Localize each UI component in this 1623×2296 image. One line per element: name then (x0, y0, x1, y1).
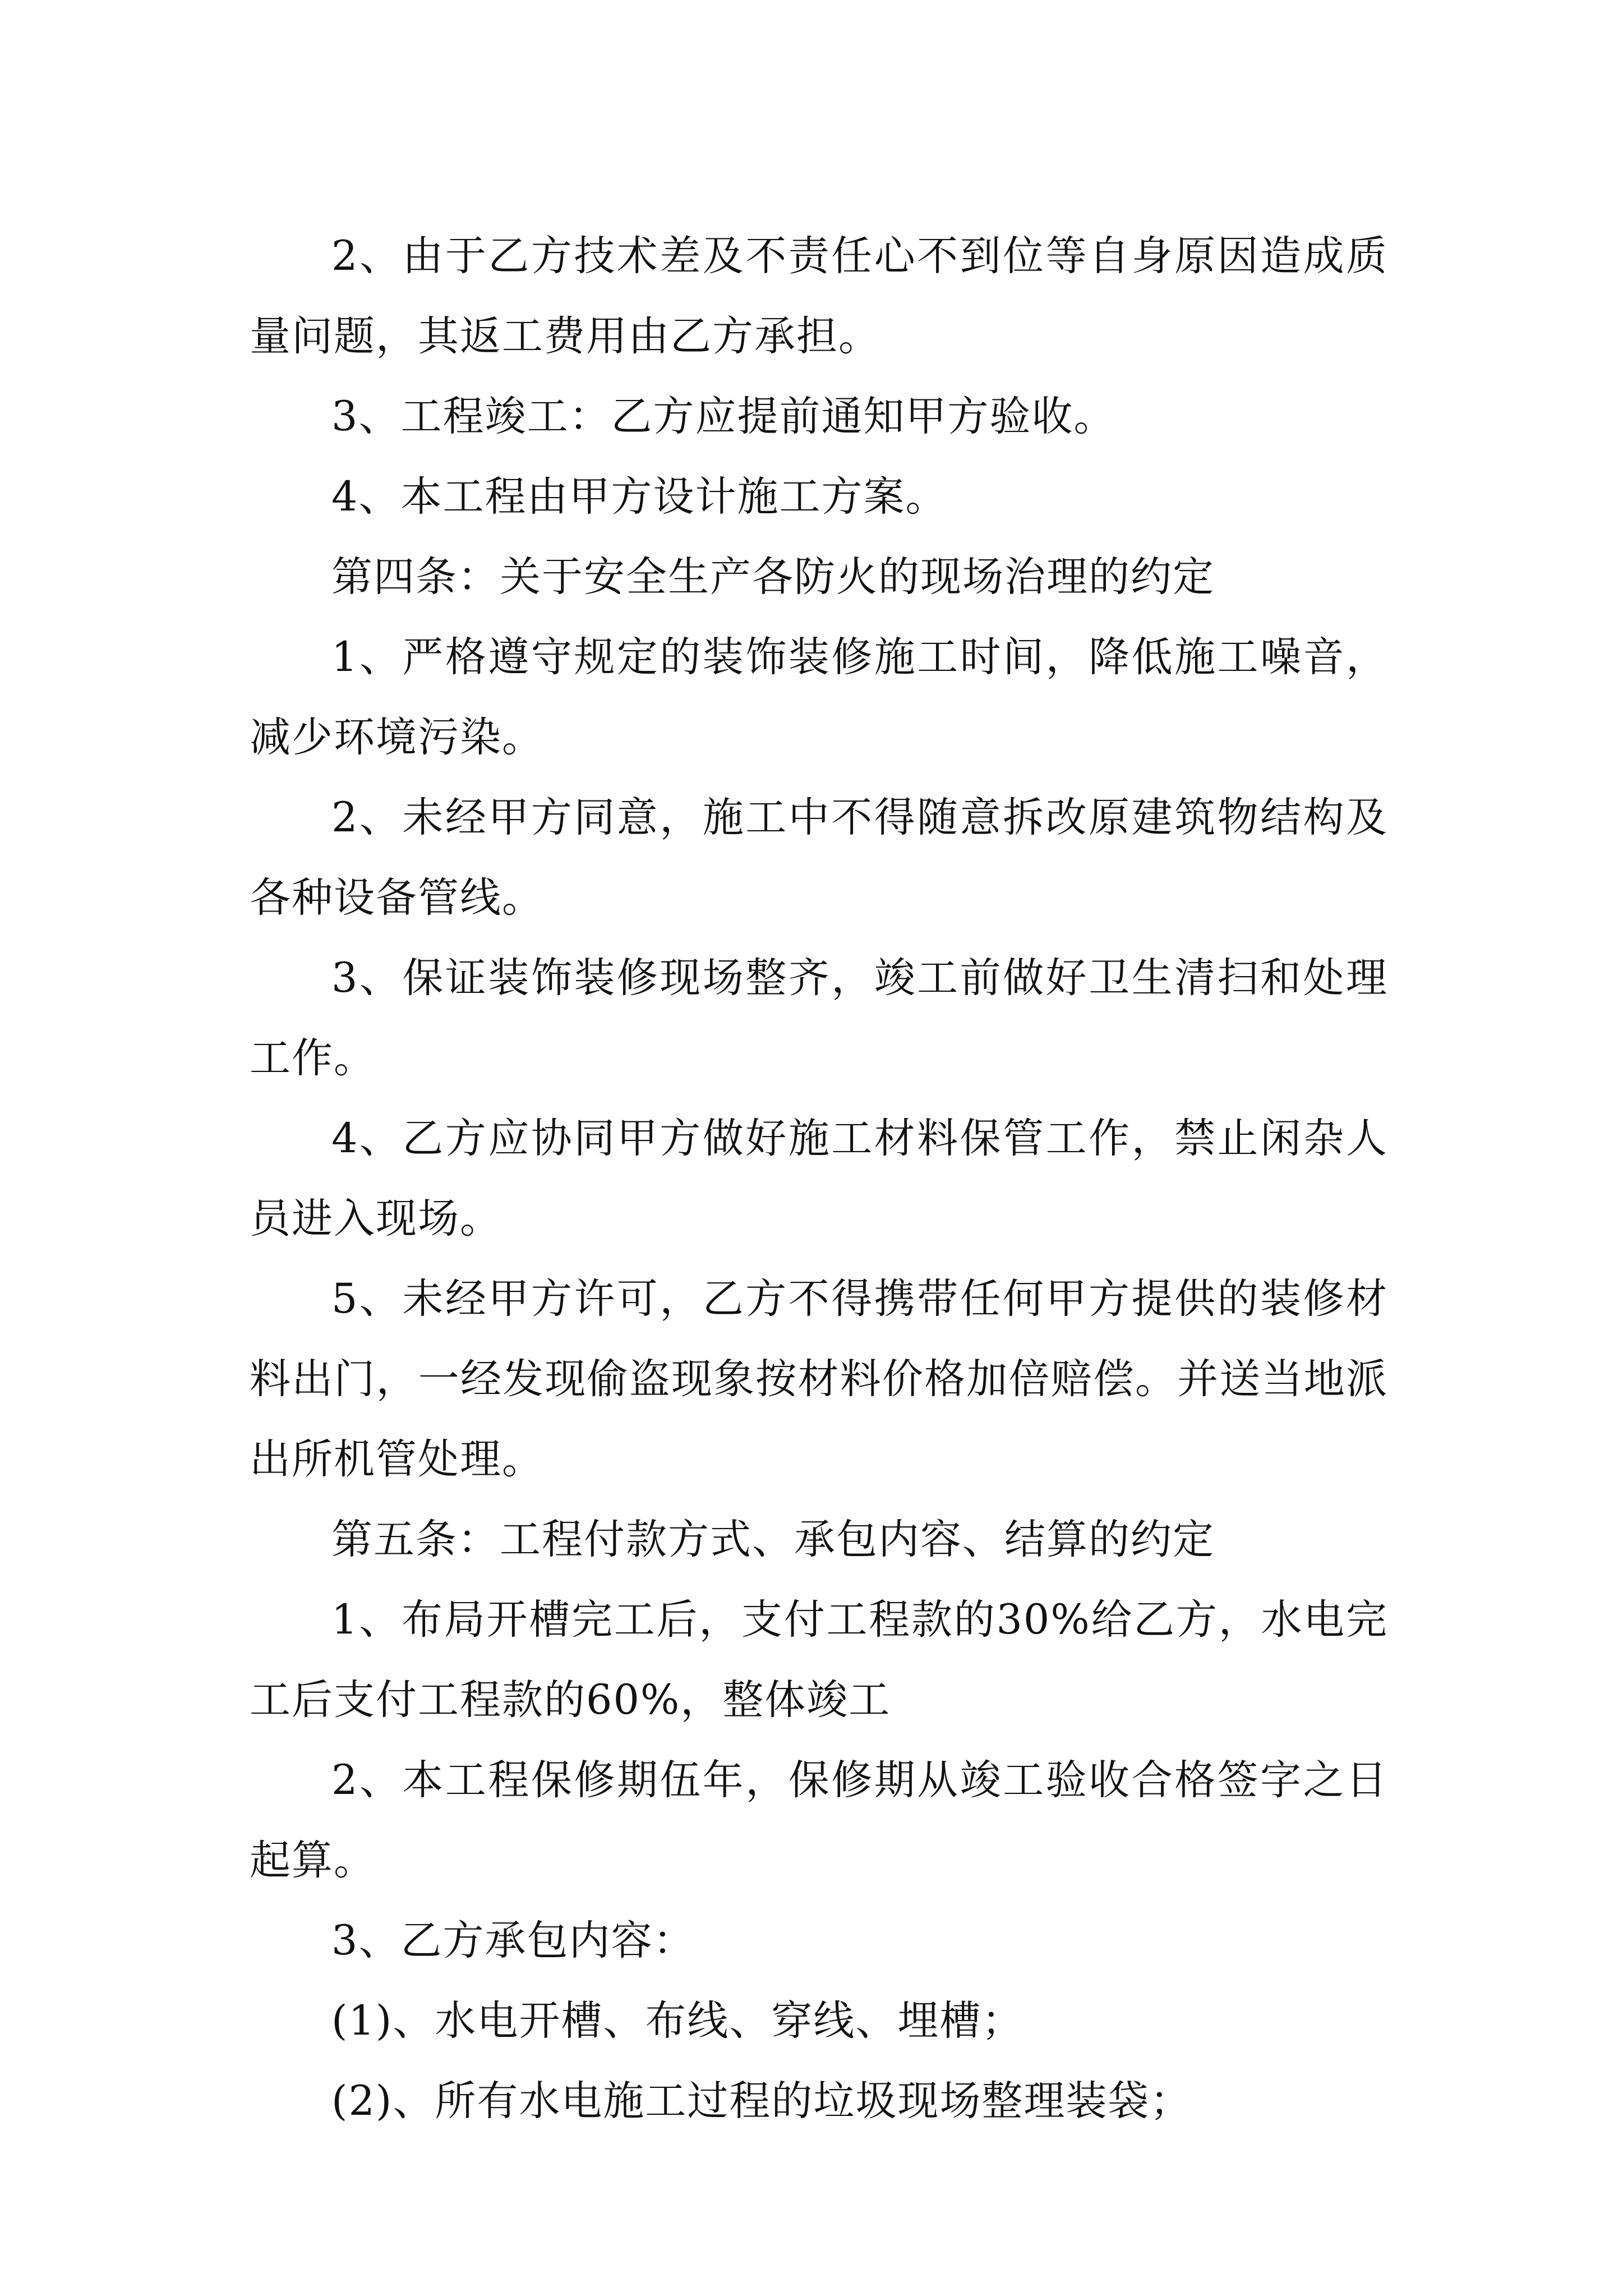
paragraph-clause-3-item-4: 4、本工程由甲方设计施工方案。 (331, 473, 948, 521)
paragraph-scope-item-2: (2)、所有水电施工过程的垃圾现场整理装袋； (331, 2077, 1192, 2125)
heading-clause-4: 第四条：关于安全生产各防火的现场治理的约定 (331, 553, 1215, 601)
paragraph-clause-4-item-3: 3、保证装饰装修现场整齐，竣工前做好卫生清扫和处理工作。 (250, 954, 1388, 1082)
paragraph-clause-3-item-2: 2、由于乙方技术差及不责任心不到位等自身原因造成质量问题，其返工费用由乙方承担。 (250, 232, 1388, 360)
paragraph-scope-item-1: (1)、水电开槽、布线、穿线、埋槽； (331, 1997, 1024, 2045)
paragraph-clause-4-item-5: 5、未经甲方许可，乙方不得携带任何甲方提供的装修材料出门，一经发现偷盗现象按材料价格加倍赔偿。并送当地派出所机管处理。 (250, 1275, 1388, 1483)
heading-clause-5: 第五条：工程付款方式、承包内容、结算的约定 (331, 1516, 1215, 1563)
paragraph-clause-5-item-3: 3、乙方承包内容： (331, 1917, 695, 1964)
document-body (250, 216, 1388, 2141)
paragraph-clause-4-item-2: 2、未经甲方同意，施工中不得随意拆改原建筑物结构及各种设备管线。 (250, 794, 1388, 922)
paragraph-clause-3-item-3: 3、工程竣工：乙方应提前通知甲方验收。 (331, 393, 1116, 440)
paragraph-clause-4-item-4: 4、乙方应协同甲方做好施工材料保管工作，禁止闲杂人员进入现场。 (250, 1115, 1388, 1243)
paragraph-clause-5-item-1: 1、布局开槽完工后，支付工程款的30%给乙方，水电完工后支付工程款的60%，整体竣工 (250, 1596, 1388, 1724)
paragraph-clause-4-item-1: 1、严格遵守规定的装饰装修施工时间，降低施工噪音，减少环境污染。 (250, 633, 1388, 761)
paragraph-clause-5-item-2: 2、本工程保修期伍年，保修期从竣工验收合格签字之日起算。 (250, 1756, 1388, 1884)
